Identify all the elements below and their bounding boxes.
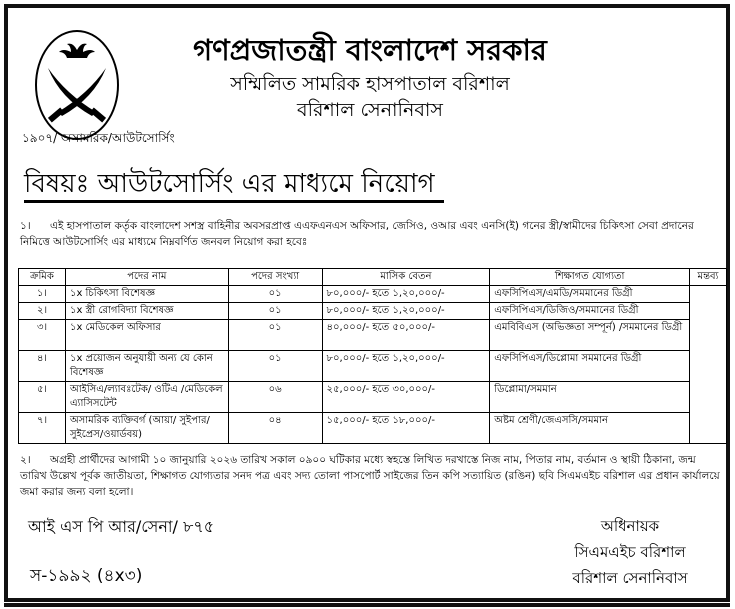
government-title: গণপ্রজাতন্ত্রী বাংলাদেশ সরকার	[193, 33, 547, 67]
cell-post-name: ১x প্রয়োজন অনুযায়ী অন্য যে কোন বিশেষজ্ঞ	[65, 351, 228, 382]
cell-serial: ৪।	[19, 351, 66, 382]
paragraph-number: ২।	[20, 454, 31, 466]
cell-post-name: ১x স্ত্রী রোগবিদ্যা বিশেষজ্ঞ	[65, 303, 228, 320]
divider	[4, 603, 730, 607]
cell-post-name: ১x চিকিৎসা বিশেষজ্ঞ	[65, 286, 228, 303]
table-row	[19, 413, 727, 444]
ad-size-code: স-১৯৯২ (৪x৩)	[30, 566, 143, 586]
vacancy-table	[18, 268, 727, 444]
cell-qualification: এফসিপিএস/ডিজিও/সমমানের ডিগ্রী	[490, 303, 690, 320]
paragraph-1	[20, 218, 725, 250]
signatory-title: অধিনায়ক	[600, 517, 660, 535]
hospital-name: সম্মিলিত সামরিক হাসপাতাল বরিশাল	[230, 73, 510, 95]
cell-post-name: অসামরিক ব্যক্তিবর্গ (আয়া/ সুইপার/সুইপ্রেস/ওয়ার্ডবয়)	[65, 413, 228, 444]
cell-salary: ১৫,০০০/- হতে ১৮,০০০/-	[322, 413, 490, 444]
col-serial: ক্রমিক	[19, 269, 66, 286]
cell-qualification: এমবিবিএস (অভিজ্ঞতা সম্পূর্ন) /সমমানের ডিগ্রী	[490, 320, 690, 351]
paragraph-number: ১।	[20, 220, 31, 232]
table-row	[19, 303, 727, 320]
cell-qualification: অষ্টম শ্রেণী/জেএসসি/সমমান	[490, 413, 690, 444]
table-row	[19, 320, 727, 351]
cell-salary: ২৫,০০০/- হতে ৩০,০০০/-	[322, 382, 490, 413]
cell-post-count: ০৬	[228, 382, 322, 413]
cell-serial: ১।	[19, 286, 66, 303]
subject-underline	[24, 200, 444, 203]
cell-salary: ৪০,০০০/- হতে ৫০,০০০/-	[322, 320, 490, 351]
cell-remarks	[689, 286, 726, 444]
cell-post-count: ০১	[228, 320, 322, 351]
cell-salary: ৮০,০০০/- হতে ১,২০,০০০/-	[322, 286, 490, 303]
cell-serial: ৫।	[19, 382, 66, 413]
signatory-location: বরিশাল সেনানিবাস	[572, 569, 688, 587]
cell-salary: ৮০,০০০/- হতে ১,২০,০০০/-	[322, 303, 490, 320]
table-row	[19, 351, 727, 382]
cell-serial: ৩।	[19, 320, 66, 351]
cell-serial: ৭।	[19, 413, 66, 444]
col-post-name: পদের নাম	[65, 269, 228, 286]
paragraph-text: এই হাসপাতাল কর্তৃক বাংলাদেশ সশস্ত্র বাহিনীর অবসরপ্রাপ্ত এএফএনএস অফিসার, জেসিও, ওআর এবং এনসি(ই) গনের স্ত্রী/স্বামীদের চিকিৎসা সেবা প্রদানের নিমিত্তে আউটসোর্সিং এর মাধ্যমে নিম্নবর্ণিত জনবল নিয়োগ করা হবেঃ	[20, 220, 694, 248]
cell-serial: ২।	[19, 303, 66, 320]
cell-qualification: ডিপ্লোমা/সমমান	[490, 382, 690, 413]
army-emblem-logo	[30, 28, 125, 143]
col-qualification: শিক্ষাগত যোগ্যতা	[490, 269, 690, 286]
paragraph-text: অগ্রহী প্রার্থীদের আগামী ১০ জানুয়ারি ২০২৬ তারিখ সকাল ০৯০০ ঘটিকার মধ্যে স্বহস্তে লিখিত দরখাস্তে নিজ নাম, পিতার নাম, বর্তমান ও স্থায়ী ঠিকানা, জন্ম তারিখ উল্লেখ পূর্বক জাতীয়তা, শিক্ষাগত যোগ্যতার সনদ পত্র এবং সদ্য তোলা পাসপোর্ট সাইজের তিন কপি সত্যায়িত (রঙিন) ছবি সিএমএইচ বরিশাল এর প্রধান কার্যালয়ে জমা করার জন্য বলা হলো।	[20, 454, 720, 498]
cell-post-name: ১x মেডিকেল অফিসার	[65, 320, 228, 351]
cell-post-count: ০১	[228, 351, 322, 382]
cell-qualification: এফসিপিএস/এমডি/সমমানের ডিগ্রী	[490, 286, 690, 303]
cell-salary: ৮০,০০০/- হতে ১,২০,০০০/-	[322, 351, 490, 382]
ispr-code: আই এস পি আর/সেনা/ ৮৭৫	[28, 517, 215, 536]
table-header-row	[19, 269, 727, 286]
cell-qualification: এফসিপিএস/ডিপ্লোমা সমমানের ডিগ্রী	[490, 351, 690, 382]
cantonment-name: বরিশাল সেনানিবাস	[297, 99, 443, 121]
subject-heading: বিষয়ঃ আউটসোর্সিং এর মাধ্যমে নিয়োগ	[24, 169, 435, 199]
col-post-count: পদের সংখ্যা	[228, 269, 322, 286]
cell-post-count: ০১	[228, 303, 322, 320]
table-row	[19, 286, 727, 303]
signatory-office: সিএমএইচ বরিশাল	[574, 543, 686, 561]
reference-number: ১৯০৭/ অসামরিক/আউটসোর্সিং	[22, 131, 175, 145]
cell-post-count: ০৪	[228, 413, 322, 444]
col-salary: মাসিক বেতন	[322, 269, 490, 286]
paragraph-2	[20, 452, 725, 500]
cell-post-name: আইসিএ/ল্যাবঃটেক/ ওটিএ /মেডিকেল এ্যাসিসটেন্ট	[65, 382, 228, 413]
table-row	[19, 382, 727, 413]
col-remarks: মন্তব্য	[689, 269, 726, 286]
cell-post-count: ০১	[228, 286, 322, 303]
